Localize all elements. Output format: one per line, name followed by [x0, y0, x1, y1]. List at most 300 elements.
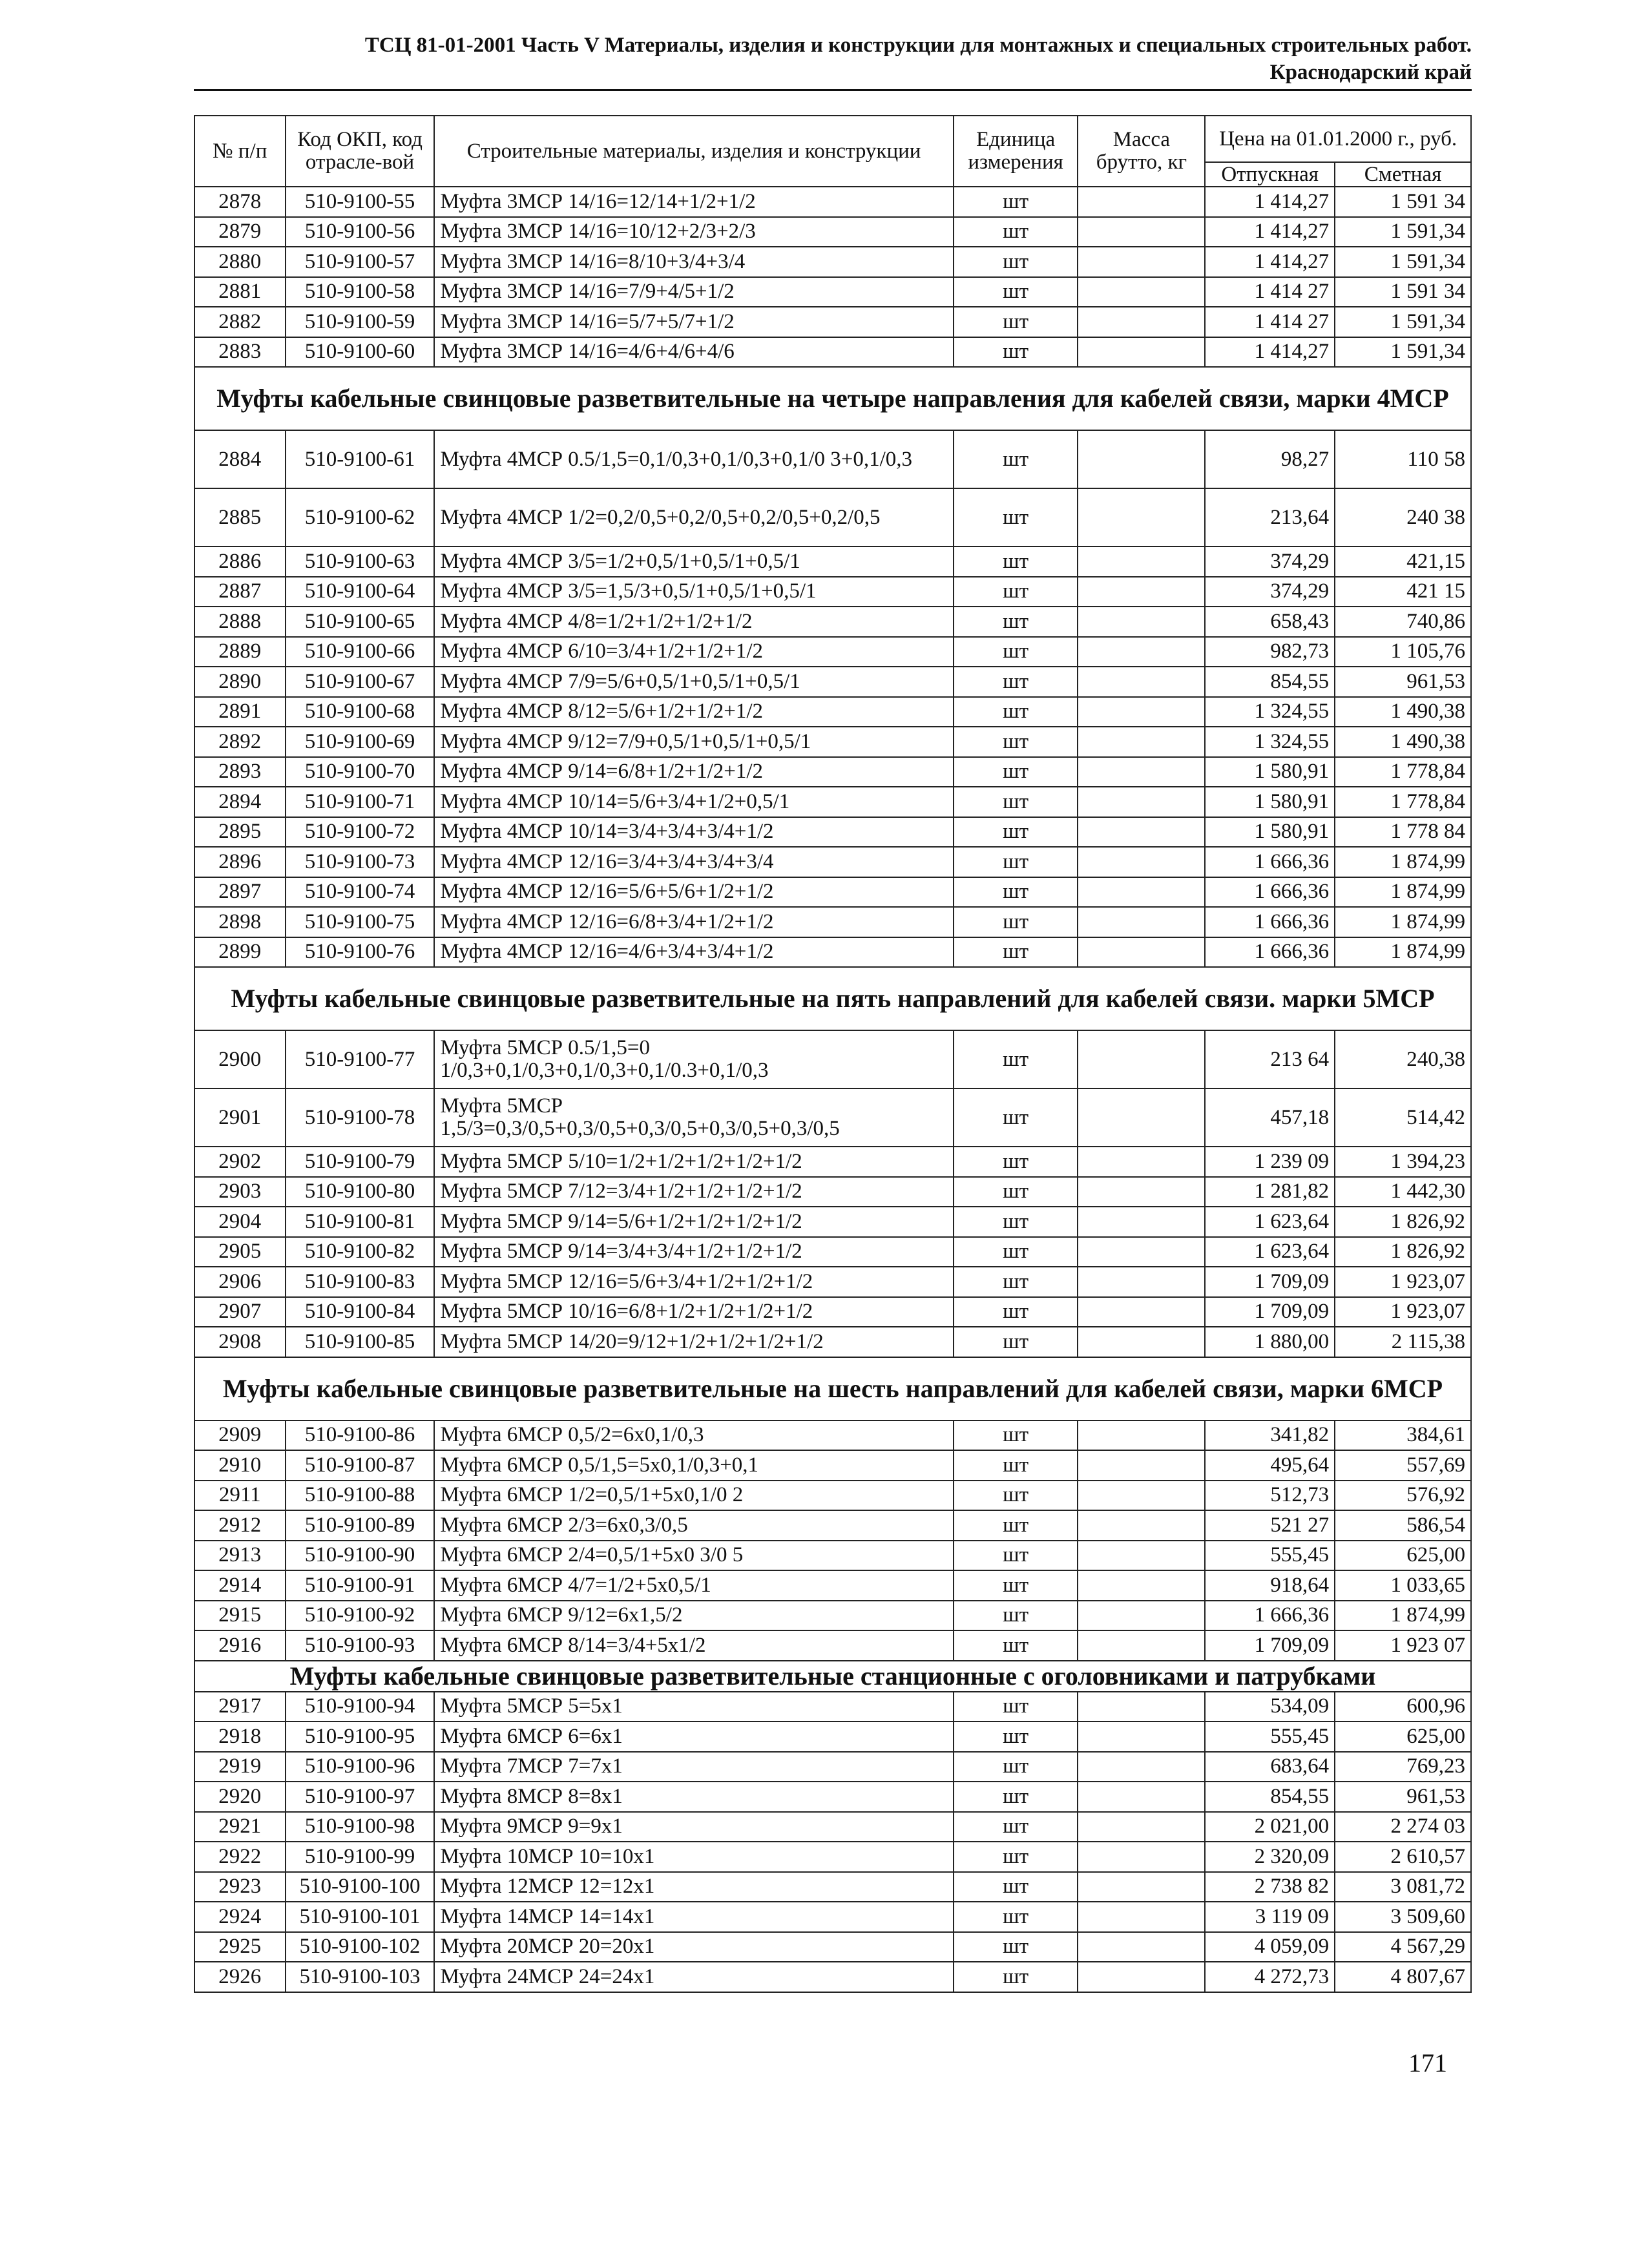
table-row	[194, 1207, 1471, 1237]
estimate-price: 421,15	[1335, 546, 1471, 577]
gross-mass	[1078, 847, 1205, 877]
row-number: 2880	[194, 247, 286, 277]
wholesale-price: 683,64	[1205, 1752, 1335, 1782]
gross-mass	[1078, 1327, 1205, 1357]
okp-code: 510-9100-79	[286, 1147, 435, 1177]
gross-mass	[1078, 1267, 1205, 1297]
material-name: Муфта 5МСР 14/20=9/12+1/2+1/2+1/2+1/2	[434, 1327, 953, 1357]
unit-of-measure: шт	[954, 877, 1078, 908]
okp-code: 510-9100-92	[286, 1601, 435, 1631]
gross-mass	[1078, 1420, 1205, 1451]
estimate-price: 1 923,07	[1335, 1297, 1471, 1327]
row-number: 2899	[194, 937, 286, 968]
wholesale-price: 374,29	[1205, 546, 1335, 577]
gross-mass	[1078, 907, 1205, 937]
table-row	[194, 697, 1471, 727]
gross-mass	[1078, 577, 1205, 607]
row-number: 2923	[194, 1872, 286, 1902]
material-name: Муфта 6МСР 0,5/2=6х0,1/0,3	[434, 1420, 953, 1451]
estimate-price: 576,92	[1335, 1481, 1471, 1511]
row-number: 2919	[194, 1752, 286, 1782]
material-name: Муфта 4МСР 12/16=3/4+3/4+3/4+3/4	[434, 847, 953, 877]
estimate-price: 240 38	[1335, 488, 1471, 546]
table-row	[194, 1962, 1471, 1992]
row-number: 2920	[194, 1782, 286, 1812]
wholesale-price: 1 623,64	[1205, 1207, 1335, 1237]
table-row	[194, 1297, 1471, 1327]
wholesale-price: 3 119 09	[1205, 1902, 1335, 1932]
estimate-price: 1 394,23	[1335, 1147, 1471, 1177]
wholesale-price: 2 320,09	[1205, 1842, 1335, 1872]
gross-mass	[1078, 817, 1205, 848]
okp-code: 510-9100-63	[286, 546, 435, 577]
row-number: 2918	[194, 1722, 286, 1752]
table-row	[194, 667, 1471, 697]
gross-mass	[1078, 247, 1205, 277]
row-number: 2911	[194, 1481, 286, 1511]
okp-code: 510-9100-91	[286, 1570, 435, 1601]
table-row	[194, 1147, 1471, 1177]
okp-code: 510-9100-80	[286, 1177, 435, 1207]
estimate-price: 3 081,72	[1335, 1872, 1471, 1902]
wholesale-price: 1 324,55	[1205, 697, 1335, 727]
wholesale-price: 1 666,36	[1205, 937, 1335, 968]
header-price-group: Цена на 01.01.2000 г., руб.	[1205, 116, 1471, 162]
wholesale-price: 457,18	[1205, 1088, 1335, 1147]
header-mass: Масса брутто, кг	[1078, 116, 1205, 187]
row-number: 2906	[194, 1267, 286, 1297]
unit-of-measure: шт	[954, 1147, 1078, 1177]
okp-code: 510-9100-97	[286, 1782, 435, 1812]
material-name: Муфта 14МСР 14=14х1	[434, 1902, 953, 1932]
unit-of-measure: шт	[954, 1510, 1078, 1541]
estimate-price: 586,54	[1335, 1510, 1471, 1541]
unit-of-measure: шт	[954, 1088, 1078, 1147]
okp-code: 510-9100-75	[286, 907, 435, 937]
unit-of-measure: шт	[954, 1692, 1078, 1722]
table-row	[194, 1030, 1471, 1088]
gross-mass	[1078, 1601, 1205, 1631]
wholesale-price: 495,64	[1205, 1450, 1335, 1481]
unit-of-measure: шт	[954, 907, 1078, 937]
gross-mass	[1078, 1902, 1205, 1932]
table-row	[194, 430, 1471, 488]
estimate-price: 1 591,34	[1335, 307, 1471, 337]
table-row	[194, 637, 1471, 667]
wholesale-price: 1 709,09	[1205, 1630, 1335, 1661]
estimate-price: 1 874,99	[1335, 1601, 1471, 1631]
material-name: Муфта 6МСР 0,5/1,5=5х0,1/0,3+0,1	[434, 1450, 953, 1481]
table-row	[194, 247, 1471, 277]
okp-code: 510-9100-93	[286, 1630, 435, 1661]
document-header: ТСЦ 81-01-2001 Часть V Материалы, изделия и конструкции для монтажных и специальных строительных работ.	[364, 34, 1472, 57]
unit-of-measure: шт	[954, 1630, 1078, 1661]
row-number: 2901	[194, 1088, 286, 1147]
gross-mass	[1078, 1782, 1205, 1812]
unit-of-measure: шт	[954, 667, 1078, 697]
estimate-price: 961,53	[1335, 667, 1471, 697]
wholesale-price: 534,09	[1205, 1692, 1335, 1722]
estimate-price: 1 778,84	[1335, 757, 1471, 787]
estimate-price: 4 807,67	[1335, 1962, 1471, 1992]
unit-of-measure: шт	[954, 1812, 1078, 1842]
unit-of-measure: шт	[954, 1030, 1078, 1088]
gross-mass	[1078, 1297, 1205, 1327]
document-region: Краснодарский край	[1269, 61, 1472, 84]
material-name: Муфта 4МСР 9/14=6/8+1/2+1/2+1/2	[434, 757, 953, 787]
material-name: Муфта 5МСР 0.5/1,5=0 1/0,3+0,1/0,3+0,1/0,3+0,1/0.3+0,1/0,3	[434, 1030, 953, 1088]
row-number: 2878	[194, 187, 286, 217]
gross-mass	[1078, 1932, 1205, 1962]
unit-of-measure: шт	[954, 187, 1078, 217]
row-number: 2890	[194, 667, 286, 697]
unit-of-measure: шт	[954, 1450, 1078, 1481]
gross-mass	[1078, 937, 1205, 968]
material-name: Муфта 6МСР 2/4=0,5/1+5х0 3/0 5	[434, 1541, 953, 1571]
row-number: 2897	[194, 877, 286, 908]
section-heading-row	[194, 1357, 1471, 1420]
okp-code: 510-9100-59	[286, 307, 435, 337]
header-name: Строительные материалы, изделия и конструкции	[434, 116, 953, 187]
gross-mass	[1078, 727, 1205, 757]
estimate-price: 1 591 34	[1335, 277, 1471, 307]
estimate-price: 1 826,92	[1335, 1207, 1471, 1237]
estimate-price: 1 874,99	[1335, 877, 1471, 908]
unit-of-measure: шт	[954, 488, 1078, 546]
table-row	[194, 488, 1471, 546]
unit-of-measure: шт	[954, 1570, 1078, 1601]
estimate-price: 1 591,34	[1335, 247, 1471, 277]
material-name: Муфта 5МСР 10/16=6/8+1/2+1/2+1/2+1/2	[434, 1297, 953, 1327]
table-row	[194, 1481, 1471, 1511]
table-header	[194, 116, 1471, 187]
gross-mass	[1078, 787, 1205, 817]
wholesale-price: 918,64	[1205, 1570, 1335, 1601]
table-row	[194, 847, 1471, 877]
estimate-price: 1 874,99	[1335, 907, 1471, 937]
estimate-price: 1 105,76	[1335, 637, 1471, 667]
table-row	[194, 1088, 1471, 1147]
gross-mass	[1078, 667, 1205, 697]
row-number: 2908	[194, 1327, 286, 1357]
unit-of-measure: шт	[954, 1541, 1078, 1571]
okp-code: 510-9100-94	[286, 1692, 435, 1722]
unit-of-measure: шт	[954, 1962, 1078, 1992]
wholesale-price: 1 414 27	[1205, 277, 1335, 307]
estimate-price: 1 778,84	[1335, 787, 1471, 817]
okp-code: 510-9100-78	[286, 1088, 435, 1147]
header-wholesale: Отпускная	[1205, 162, 1335, 187]
row-number: 2915	[194, 1601, 286, 1631]
gross-mass	[1078, 1570, 1205, 1601]
unit-of-measure: шт	[954, 1420, 1078, 1451]
okp-code: 510-9100-67	[286, 667, 435, 697]
gross-mass	[1078, 1962, 1205, 1992]
estimate-price: 2 115,38	[1335, 1327, 1471, 1357]
row-number: 2907	[194, 1297, 286, 1327]
wholesale-price: 1 666,36	[1205, 847, 1335, 877]
table-row	[194, 757, 1471, 787]
gross-mass	[1078, 1541, 1205, 1571]
material-name: Муфта 7МСР 7=7х1	[434, 1752, 953, 1782]
material-name: Муфта 20МСР 20=20х1	[434, 1932, 953, 1962]
wholesale-price: 1 880,00	[1205, 1327, 1335, 1357]
wholesale-price: 1 324,55	[1205, 727, 1335, 757]
row-number: 2910	[194, 1450, 286, 1481]
row-number: 2913	[194, 1541, 286, 1571]
okp-code: 510-9100-95	[286, 1722, 435, 1752]
header-code: Код ОКП, код отрасле-вой	[286, 116, 435, 187]
okp-code: 510-9100-85	[286, 1327, 435, 1357]
gross-mass	[1078, 1812, 1205, 1842]
estimate-price: 625,00	[1335, 1541, 1471, 1571]
okp-code: 510-9100-96	[286, 1752, 435, 1782]
gross-mass	[1078, 307, 1205, 337]
material-name: Муфта 24МСР 24=24х1	[434, 1962, 953, 1992]
estimate-price: 2 274 03	[1335, 1812, 1471, 1842]
section-heading-row	[194, 367, 1471, 430]
okp-code: 510-9100-74	[286, 877, 435, 908]
wholesale-price: 1 281,82	[1205, 1177, 1335, 1207]
row-number: 2888	[194, 607, 286, 637]
estimate-price: 1 826,92	[1335, 1237, 1471, 1267]
table-row	[194, 1782, 1471, 1812]
wholesale-price: 2 021,00	[1205, 1812, 1335, 1842]
unit-of-measure: шт	[954, 1842, 1078, 1872]
table-row	[194, 1450, 1471, 1481]
estimate-price: 1 874,99	[1335, 937, 1471, 968]
material-name: Муфта 8МСР 8=8х1	[434, 1782, 953, 1812]
material-name: Муфта 4МСР 12/16=5/6+5/6+1/2+1/2	[434, 877, 953, 908]
estimate-price: 110 58	[1335, 430, 1471, 488]
wholesale-price: 374,29	[1205, 577, 1335, 607]
estimate-price: 240,38	[1335, 1030, 1471, 1088]
unit-of-measure: шт	[954, 637, 1078, 667]
wholesale-price: 854,55	[1205, 667, 1335, 697]
estimate-price: 1 490,38	[1335, 697, 1471, 727]
estimate-price: 4 567,29	[1335, 1932, 1471, 1962]
okp-code: 510-9100-102	[286, 1932, 435, 1962]
unit-of-measure: шт	[954, 1327, 1078, 1357]
wholesale-price: 555,45	[1205, 1541, 1335, 1571]
table-row	[194, 1932, 1471, 1962]
wholesale-price: 982,73	[1205, 637, 1335, 667]
okp-code: 510-9100-88	[286, 1481, 435, 1511]
estimate-price: 1 923,07	[1335, 1267, 1471, 1297]
gross-mass	[1078, 1030, 1205, 1088]
header-estimate: Сметная	[1335, 162, 1471, 187]
table-row	[194, 1177, 1471, 1207]
table-row	[194, 337, 1471, 368]
row-number: 2922	[194, 1842, 286, 1872]
row-number: 2891	[194, 697, 286, 727]
okp-code: 510-9100-86	[286, 1420, 435, 1451]
okp-code: 510-9100-73	[286, 847, 435, 877]
unit-of-measure: шт	[954, 1207, 1078, 1237]
unit-of-measure: шт	[954, 727, 1078, 757]
section-heading: Муфты кабельные свинцовые разветвительные на шесть направлений для кабелей связи, марки 6МСР	[194, 1357, 1471, 1420]
gross-mass	[1078, 1722, 1205, 1752]
estimate-price: 1 591,34	[1335, 337, 1471, 368]
row-number: 2902	[194, 1147, 286, 1177]
wholesale-price: 1 666,36	[1205, 877, 1335, 908]
gross-mass	[1078, 187, 1205, 217]
table-row	[194, 1601, 1471, 1631]
okp-code: 510-9100-100	[286, 1872, 435, 1902]
okp-code: 510-9100-58	[286, 277, 435, 307]
row-number: 2921	[194, 1812, 286, 1842]
estimate-price: 1 442,30	[1335, 1177, 1471, 1207]
gross-mass	[1078, 1088, 1205, 1147]
wholesale-price: 1 623,64	[1205, 1237, 1335, 1267]
material-name: Муфта 4МСР 9/12=7/9+0,5/1+0,5/1+0,5/1	[434, 727, 953, 757]
estimate-price: 740,86	[1335, 607, 1471, 637]
material-name: Муфта 4МСР 10/14=3/4+3/4+3/4+1/2	[434, 817, 953, 848]
row-number: 2895	[194, 817, 286, 848]
material-name: Муфта 5МСР 9/14=3/4+3/4+1/2+1/2+1/2	[434, 1237, 953, 1267]
unit-of-measure: шт	[954, 1722, 1078, 1752]
table-row	[194, 817, 1471, 848]
estimate-price: 1 033,65	[1335, 1570, 1471, 1601]
wholesale-price: 521 27	[1205, 1510, 1335, 1541]
estimate-price: 1 490,38	[1335, 727, 1471, 757]
wholesale-price: 1 709,09	[1205, 1297, 1335, 1327]
row-number: 2904	[194, 1207, 286, 1237]
material-name: Муфта 4МСР 1/2=0,2/0,5+0,2/0,5+0,2/0,5+0,2/0,5	[434, 488, 953, 546]
okp-code: 510-9100-60	[286, 337, 435, 368]
okp-code: 510-9100-84	[286, 1297, 435, 1327]
unit-of-measure: шт	[954, 757, 1078, 787]
estimate-price: 1 923 07	[1335, 1630, 1471, 1661]
table-row	[194, 1541, 1471, 1571]
gross-mass	[1078, 337, 1205, 368]
table-row	[194, 877, 1471, 908]
unit-of-measure: шт	[954, 847, 1078, 877]
section-heading: Муфты кабельные свинцовые разветвительные на четыре направления для кабелей связи, марки 4МСР	[194, 367, 1471, 430]
okp-code: 510-9100-72	[286, 817, 435, 848]
unit-of-measure: шт	[954, 1481, 1078, 1511]
section-heading-row	[194, 967, 1471, 1030]
table-row	[194, 1327, 1471, 1357]
unit-of-measure: шт	[954, 277, 1078, 307]
wholesale-price: 1 239 09	[1205, 1147, 1335, 1177]
unit-of-measure: шт	[954, 937, 1078, 968]
row-number: 2912	[194, 1510, 286, 1541]
row-number: 2892	[194, 727, 286, 757]
okp-code: 510-9100-90	[286, 1541, 435, 1571]
gross-mass	[1078, 1177, 1205, 1207]
gross-mass	[1078, 1692, 1205, 1722]
gross-mass	[1078, 217, 1205, 247]
okp-code: 510-9100-87	[286, 1450, 435, 1481]
row-number: 2925	[194, 1932, 286, 1962]
unit-of-measure: шт	[954, 1752, 1078, 1782]
estimate-price: 1 778 84	[1335, 817, 1471, 848]
table-row	[194, 1510, 1471, 1541]
gross-mass	[1078, 877, 1205, 908]
estimate-price: 769,23	[1335, 1752, 1471, 1782]
material-name: Муфта 3МСР 14/16=12/14+1/2+1/2	[434, 187, 953, 217]
table-row	[194, 1570, 1471, 1601]
gross-mass	[1078, 757, 1205, 787]
material-name: Муфта 6МСР 8/14=3/4+5х1/2	[434, 1630, 953, 1661]
wholesale-price: 1 414,27	[1205, 247, 1335, 277]
wholesale-price: 1 414,27	[1205, 187, 1335, 217]
okp-code: 510-9100-57	[286, 247, 435, 277]
unit-of-measure: шт	[954, 1267, 1078, 1297]
material-name: Муфта 4МСР 12/16=4/6+3/4+3/4+1/2	[434, 937, 953, 968]
estimate-price: 1 874,99	[1335, 847, 1471, 877]
wholesale-price: 1 580,91	[1205, 787, 1335, 817]
table-row	[194, 1692, 1471, 1722]
unit-of-measure: шт	[954, 1872, 1078, 1902]
wholesale-price: 658,43	[1205, 607, 1335, 637]
okp-code: 510-9100-77	[286, 1030, 435, 1088]
unit-of-measure: шт	[954, 337, 1078, 368]
material-name: Муфта 4МСР 0.5/1,5=0,1/0,3+0,1/0,3+0,1/0 3+0,1/0,3	[434, 430, 953, 488]
material-name: Муфта 4МСР 7/9=5/6+0,5/1+0,5/1+0,5/1	[434, 667, 953, 697]
unit-of-measure: шт	[954, 217, 1078, 247]
gross-mass	[1078, 277, 1205, 307]
gross-mass	[1078, 1630, 1205, 1661]
row-number: 2893	[194, 757, 286, 787]
wholesale-price: 1 414,27	[1205, 337, 1335, 368]
estimate-price: 384,61	[1335, 1420, 1471, 1451]
material-name: Муфта 6МСР 2/3=6х0,3/0,5	[434, 1510, 953, 1541]
material-name: Муфта 3МСР 14/16=4/6+4/6+4/6	[434, 337, 953, 368]
okp-code: 510-9100-103	[286, 1962, 435, 1992]
estimate-price: 3 509,60	[1335, 1902, 1471, 1932]
unit-of-measure: шт	[954, 546, 1078, 577]
okp-code: 510-9100-71	[286, 787, 435, 817]
okp-code: 510-9100-64	[286, 577, 435, 607]
row-number: 2885	[194, 488, 286, 546]
row-number: 2914	[194, 1570, 286, 1601]
row-number: 2881	[194, 277, 286, 307]
gross-mass	[1078, 1481, 1205, 1511]
unit-of-measure: шт	[954, 430, 1078, 488]
okp-code: 510-9100-81	[286, 1207, 435, 1237]
gross-mass	[1078, 1842, 1205, 1872]
wholesale-price: 1 709,09	[1205, 1267, 1335, 1297]
okp-code: 510-9100-76	[286, 937, 435, 968]
table-row	[194, 1872, 1471, 1902]
unit-of-measure: шт	[954, 577, 1078, 607]
material-name: Муфта 5МСР 12/16=5/6+3/4+1/2+1/2+1/2	[434, 1267, 953, 1297]
material-name: Муфта 4МСР 12/16=6/8+3/4+1/2+1/2	[434, 907, 953, 937]
row-number: 2924	[194, 1902, 286, 1932]
wholesale-price: 1 666,36	[1205, 1601, 1335, 1631]
material-name: Муфта 5МСР 9/14=5/6+1/2+1/2+1/2+1/2	[434, 1207, 953, 1237]
unit-of-measure: шт	[954, 307, 1078, 337]
table-row	[194, 1722, 1471, 1752]
material-name: Муфта 6МСР 9/12=6х1,5/2	[434, 1601, 953, 1631]
table-row	[194, 937, 1471, 968]
estimate-price: 1 591,34	[1335, 217, 1471, 247]
okp-code: 510-9100-70	[286, 757, 435, 787]
okp-code: 510-9100-98	[286, 1812, 435, 1842]
estimate-price: 961,53	[1335, 1782, 1471, 1812]
material-name: Муфта 5МСР 5=5х1	[434, 1692, 953, 1722]
gross-mass	[1078, 546, 1205, 577]
gross-mass	[1078, 430, 1205, 488]
material-name: Муфта 4МСР 3/5=1/2+0,5/1+0,5/1+0,5/1	[434, 546, 953, 577]
table-row	[194, 1842, 1471, 1872]
estimate-price: 421 15	[1335, 577, 1471, 607]
row-number: 2889	[194, 637, 286, 667]
unit-of-measure: шт	[954, 1932, 1078, 1962]
table-row	[194, 907, 1471, 937]
